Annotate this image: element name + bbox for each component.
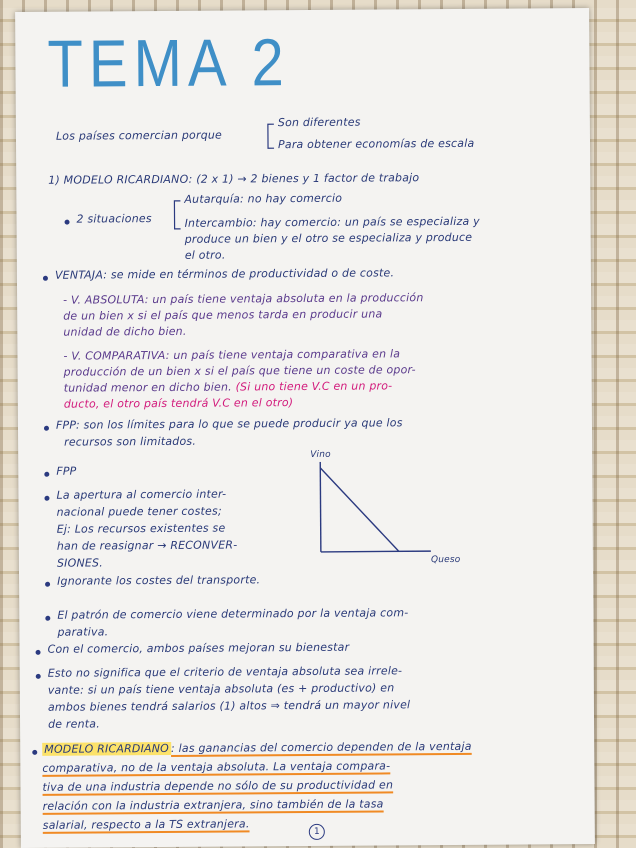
conclusion-3b: vante: si un país tiene ventaja absoluta (es + productivo) en xyxy=(47,681,395,697)
ventaja-absoluta-3: unidad de dicho bien. xyxy=(63,324,187,339)
situacion-autarquia: Autarquía: no hay comercio xyxy=(184,191,343,206)
ventaja-absoluta-2: de un bien x si el país que menos tarda en producir una xyxy=(63,307,383,323)
ventaja-comparativa-3-text: tunidad menor en dicho bien. xyxy=(63,380,232,395)
conclusion-3a: Esto no significa que el criterio de ventaja absoluta sea irrele- xyxy=(47,664,403,680)
apertura-line-1: La apertura al comercio inter- xyxy=(56,487,227,502)
brace-icon xyxy=(168,199,182,231)
bullet xyxy=(36,674,41,679)
fpp-line-1: FPP: son los límites para lo que se puede producir ya que los xyxy=(55,416,403,432)
final-line-3: tiva de una industria depende no sólo de su productividad en xyxy=(42,778,394,794)
ventaja-comparativa-1: - V. COMPARATIVA: un país tiene ventaja comparativa en la xyxy=(63,347,401,363)
ventaja-line-1: VENTAJA: se mide en términos de productividad o de coste. xyxy=(54,266,395,282)
conclusion-1: El patrón de comercio viene determinado por la ventaja com- xyxy=(57,606,409,622)
apertura-line-4: han de reasignar → RECONVER- xyxy=(56,538,238,553)
ventaja-note-1: (Si uno tiene V.C en un pro- xyxy=(235,379,393,394)
notebook-page xyxy=(15,8,595,848)
fpp-line-2: recursos son limitados. xyxy=(64,434,197,449)
ventaja-comparativa-2: producción de un bien x si el país que tiene un coste de opor- xyxy=(63,363,416,379)
conclusion-3d: de renta. xyxy=(48,717,100,731)
ventaja-comparativa-3 xyxy=(64,379,393,394)
apertura-line-2: nacional puede tener costes; xyxy=(56,504,222,519)
apertura-line-3: Ej: Los recursos existentes se xyxy=(56,521,226,536)
bullet xyxy=(65,220,70,225)
final-line-2: comparativa, no de la ventaja absoluta. La ventaja compara- xyxy=(42,759,391,775)
bullet xyxy=(32,750,37,755)
situacion-intercambio-3: el otro. xyxy=(184,248,226,262)
conclusion-1b: parativa. xyxy=(57,625,109,639)
transporte-line: Ignorante los costes del transporte. xyxy=(57,573,261,588)
fpp-axis-x-label: Queso xyxy=(430,554,461,566)
final-line-1-text: : las ganancias del comercio dependen de la ventaja xyxy=(170,739,472,755)
conclusion-3c: ambos bienes tendrá salarios (1) altos ⇒ tendrá un mayor nivel xyxy=(47,698,411,714)
fpp-label: FPP xyxy=(56,464,77,478)
brace-icon xyxy=(262,122,278,150)
apertura-line-5: SIONES. xyxy=(56,556,103,570)
fpp-axis-y-label: Vino xyxy=(310,449,331,460)
final-line-1 xyxy=(42,740,472,756)
ventaja-absoluta-1: - V. ABSOLUTA: un país tiene ventaja absoluta en la producción xyxy=(63,291,424,307)
fpp-x-axis xyxy=(321,551,431,552)
final-line-5: salarial, respecto a la TS extranjera. xyxy=(42,817,250,832)
bullet xyxy=(45,616,50,621)
fpp-sketch xyxy=(314,461,435,558)
situacion-intercambio-2: produce un bien y el otro se especializa y produce xyxy=(184,230,473,246)
final-highlight: MODELO RICARDIANO xyxy=(44,741,170,756)
ventaja-note-2: ducto, el otro país tendrá V.C en el otro) xyxy=(63,396,294,411)
bullet xyxy=(44,496,49,501)
bullet xyxy=(44,426,49,431)
bullet xyxy=(36,650,41,655)
fpp-y-axis xyxy=(320,462,321,552)
modelo-heading: 1) MODELO RICARDIANO: (2 x 1) → 2 bienes y 1 factor de trabajo xyxy=(48,171,420,187)
situacion-intercambio-1: Intercambio: hay comercio: un país se especializa y xyxy=(184,214,480,230)
situaciones-label: 2 situaciones xyxy=(76,212,152,226)
fpp-frontier-line xyxy=(320,467,399,552)
bullet xyxy=(43,276,48,281)
intro-reason-2: Para obtener economías de escala xyxy=(277,136,475,152)
conclusion-2: Con el comercio, ambos países mejoran su bienestar xyxy=(47,640,350,656)
bullet xyxy=(45,582,50,587)
intro-label: Los países comercian porque xyxy=(55,128,223,143)
final-line-4: relación con la industria extranjera, sino también de la tasa xyxy=(42,797,384,813)
bullet xyxy=(44,472,49,477)
page-title: TEMA 2 xyxy=(47,25,291,102)
page-number: 1 xyxy=(309,824,325,840)
intro-reason-1: Son diferentes xyxy=(277,115,361,130)
